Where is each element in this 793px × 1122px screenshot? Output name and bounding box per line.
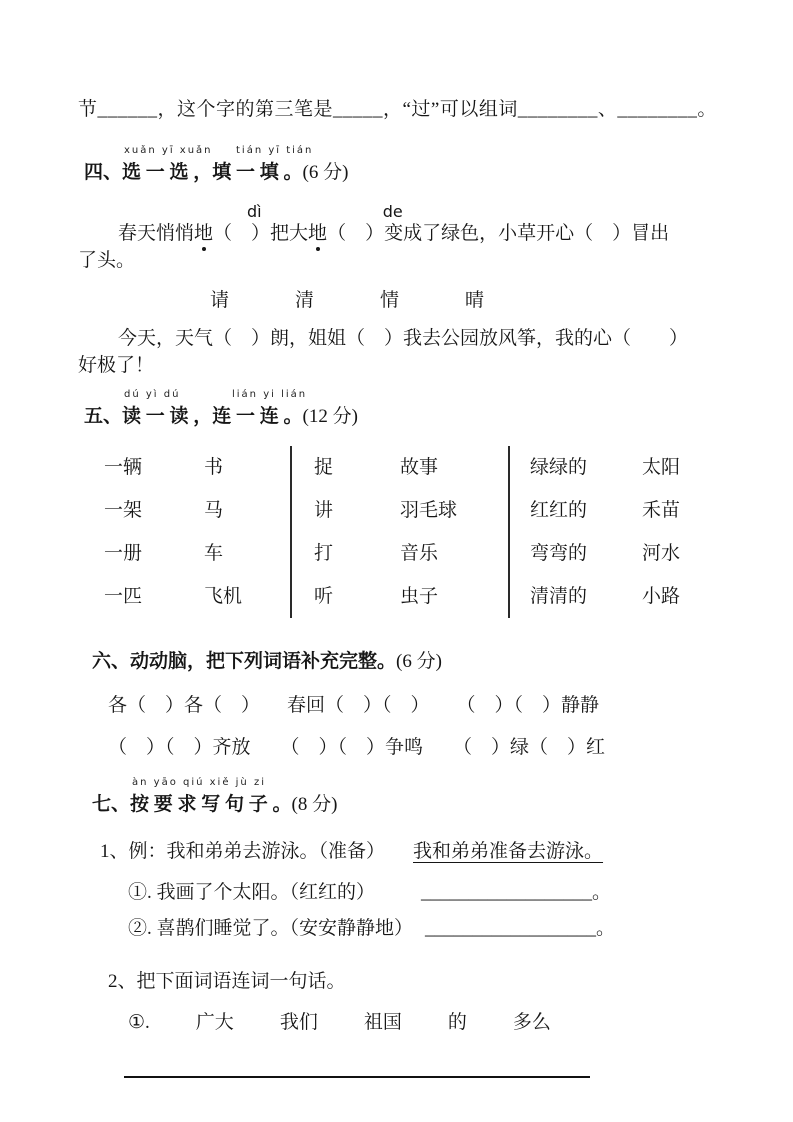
q2-word: 广大 xyxy=(195,1012,234,1033)
section6-row1 xyxy=(108,692,715,719)
q1-sub2-prompt: ②. 喜鹊们睡觉了。（安安静静地） xyxy=(128,918,414,939)
idiom-blank: （ ）（ ）争鸣 xyxy=(280,737,424,758)
s1-part1: 春天悄悄 xyxy=(118,223,195,244)
q2-answer-line xyxy=(124,1076,590,1078)
section6-score: (6 分) xyxy=(396,651,442,672)
match-group-verbs xyxy=(292,446,510,618)
match-cell: 打 xyxy=(314,543,334,564)
match-cell: 捉 xyxy=(314,457,334,478)
section5-pinyin-du: dú yì dú xyxy=(124,389,181,400)
match-cell: 讲 xyxy=(314,500,334,521)
match-cell: 飞机 xyxy=(204,586,243,607)
section7-q1-sub1 xyxy=(128,879,715,906)
match-cell: 一册 xyxy=(104,543,143,564)
section5-title-text: 五、读 一 读 ，连 一 连 。 xyxy=(84,406,303,427)
q2-word: ①. xyxy=(128,1012,150,1033)
choice-word: 清 xyxy=(295,290,315,311)
choice-word: 情 xyxy=(380,290,400,311)
section5-pinyin-lian: lián yi lián xyxy=(232,389,308,400)
match-group-adjectives xyxy=(510,446,734,618)
section4-sentence1-line1 xyxy=(78,220,715,247)
section4-sentence2-line2: 好极了！ xyxy=(78,355,155,376)
choice-word: 请 xyxy=(210,290,230,311)
hint-di: dì xyxy=(247,202,262,221)
q1-sub2-answer-blank: __________________。 xyxy=(425,918,616,939)
match-cell: 羽毛球 xyxy=(400,500,458,521)
section7-score: (8 分) xyxy=(291,794,338,815)
section7-q1-sub2 xyxy=(128,915,715,942)
match-cell: 绿绿的 xyxy=(530,457,588,478)
match-cell: 听 xyxy=(314,586,334,607)
q1-example-answer: 我和弟弟准备去游泳。 xyxy=(413,841,604,862)
match-cell: 音乐 xyxy=(400,543,439,564)
section7-q1-example-line xyxy=(100,838,715,865)
match-cell: 禾苗 xyxy=(642,500,681,521)
section4-score: (6 分) xyxy=(302,162,349,183)
idiom-blank: 各（ ）各（ ） xyxy=(108,695,261,716)
match-cell: 河水 xyxy=(642,543,681,564)
match-group-measure-words xyxy=(104,446,292,618)
s1-part2: （ ）把大 xyxy=(213,223,309,244)
q2-word: 祖国 xyxy=(363,1012,402,1033)
match-cell: 马 xyxy=(204,500,224,521)
match-cell: 红红的 xyxy=(530,500,588,521)
section4-title-text: 四、选 一 选 ，填 一 填 。 xyxy=(84,162,303,183)
section4-hints xyxy=(78,198,715,220)
match-cell: 一架 xyxy=(104,500,143,521)
section4-pinyin-xuan: xuǎn yī xuǎn xyxy=(124,145,213,156)
q2-word: 多么 xyxy=(512,1012,551,1033)
s1-emphasized-de1: 地 xyxy=(194,223,214,244)
section4-sentence2-line1: 今天，天气（ ）朗，姐姐（ ）我去公园放风筝，我的心（ ） xyxy=(118,328,689,349)
match-cell: 书 xyxy=(204,457,224,478)
section6-row2 xyxy=(108,734,715,761)
section5-title xyxy=(84,389,715,430)
idiom-blank: （ ）绿（ ）红 xyxy=(453,737,606,758)
idiom-blank: 春回（ ）（ ） xyxy=(287,695,430,716)
section4-choice-words xyxy=(210,287,715,314)
intro-fill-blank-line: 节______，这个字的第三笔是_____，“过”可以组词________、________。 xyxy=(78,99,717,120)
section5-score: (12 分) xyxy=(302,406,358,427)
section7-q2-prompt: 2、把下面词语连词一句话。 xyxy=(108,971,346,992)
section7-q2-words xyxy=(128,1009,715,1036)
match-cell: 小路 xyxy=(642,586,681,607)
match-cell: 弯弯的 xyxy=(530,543,588,564)
section6-title-text: 六、动动脑，把下列词语补充完整。 xyxy=(92,651,397,672)
q1-sub1-answer-blank: __________________。 xyxy=(421,882,612,903)
section4-sentence1-line2: 了头。 xyxy=(78,250,136,271)
section4-pinyin-tian: tián yī tián xyxy=(236,145,314,156)
hint-de: de xyxy=(382,202,403,221)
section6-title xyxy=(92,648,715,675)
match-cell: 虫子 xyxy=(400,586,439,607)
idiom-blank: （ ）（ ）静静 xyxy=(456,695,600,716)
match-cell: 一匹 xyxy=(104,586,143,607)
section7-title xyxy=(92,777,715,818)
q2-word: 我们 xyxy=(279,1012,318,1033)
matching-table xyxy=(104,446,715,618)
q2-word: 的 xyxy=(447,1012,467,1033)
match-cell: 车 xyxy=(204,543,224,564)
match-cell: 清清的 xyxy=(530,586,588,607)
choice-word: 晴 xyxy=(465,290,485,311)
match-cell: 太阳 xyxy=(642,457,681,478)
section7-title-text: 七、按 要 求 写 句 子 。 xyxy=(92,794,292,815)
s1-emphasized-de2: 地 xyxy=(308,223,328,244)
idiom-blank: （ ）（ ）齐放 xyxy=(108,737,251,758)
section7-pinyin: àn yāo qiú xiě jù zi xyxy=(132,777,266,788)
match-cell: 故事 xyxy=(400,457,439,478)
match-cell: 一辆 xyxy=(104,457,143,478)
q1-sub1-prompt: ①. 我画了个太阳。（红红的） xyxy=(128,882,376,903)
q1-prompt: 1、例：我和弟弟去游泳。（准备） xyxy=(100,841,386,862)
section4-title xyxy=(84,145,715,186)
s1-part3: （ ）变成了绿色，小草开心（ ）冒出 xyxy=(327,223,670,244)
